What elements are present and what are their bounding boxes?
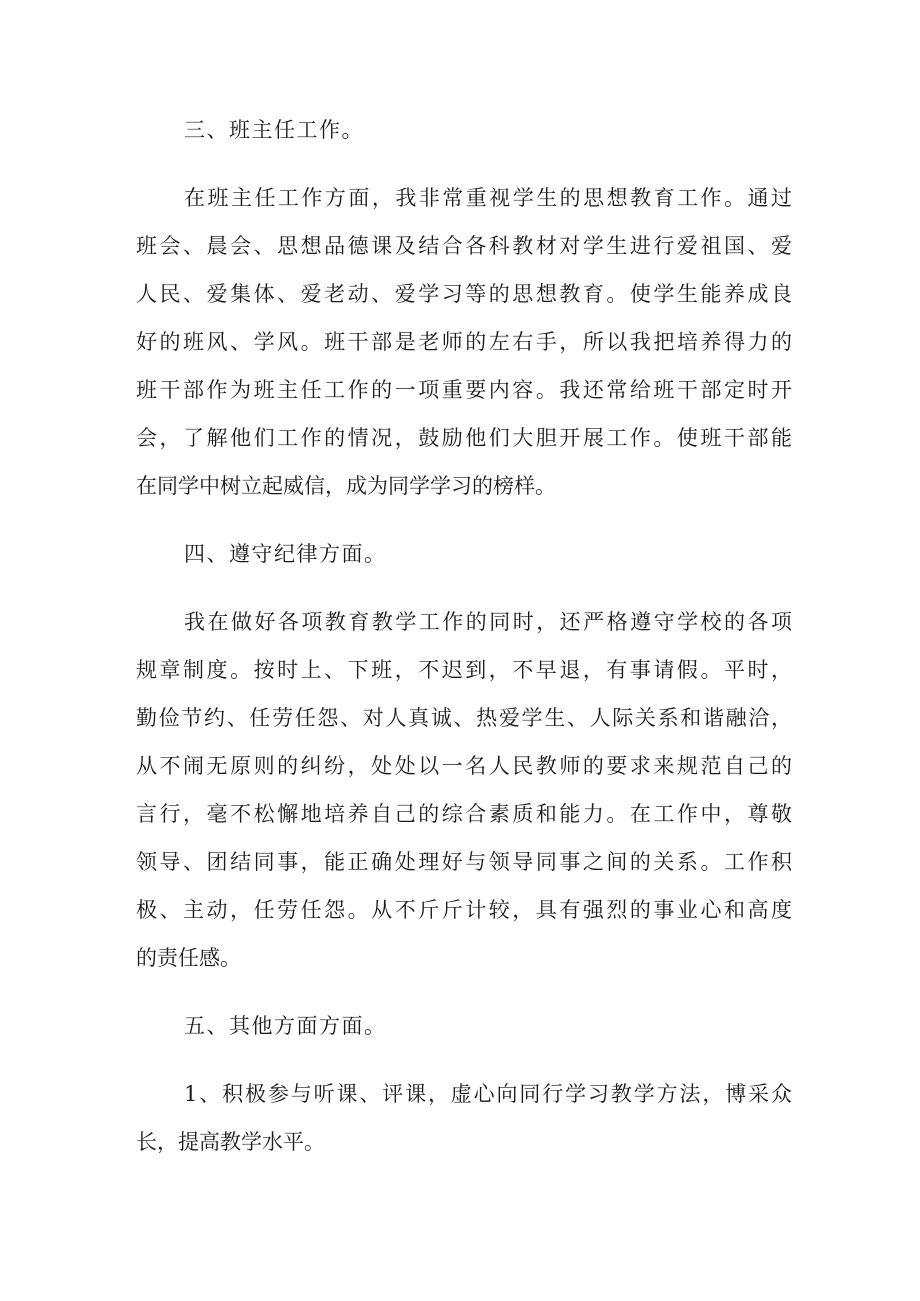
paragraph-line: 领导、团结同事，能正确处理好与领导同事之间的关系。工作积 — [136, 850, 792, 874]
paragraph-line: 在班主任工作方面，我非常重视学生的思想教育工作。通过 — [184, 186, 792, 210]
paragraph-line: 好的班风、学风。班干部是老师的左右手，所以我把培养得力的 — [136, 330, 792, 354]
section-heading-class-teacher: 三、班主任工作。 — [184, 118, 364, 142]
paragraph-line: 的责任感。 — [136, 946, 241, 970]
paragraph-line: 言行，毫不松懈地培养自己的综合素质和能力。在工作中，尊敬 — [136, 802, 792, 826]
paragraph-line: 人民、爱集体、爱老动、爱学习等的思想教育。使学生能养成良 — [136, 282, 792, 306]
paragraph-line: 在同学中树立起威信，成为同学学习的榜样。 — [136, 474, 556, 498]
paragraph-line: 1、积极参与听课、评课，虚心向同行学习教学方法，博采众 — [184, 1082, 792, 1106]
section-heading-other: 五、其他方面方面。 — [184, 1014, 387, 1038]
paragraph-line: 会，了解他们工作的情况，鼓励他们大胆开展工作。使班干部能 — [136, 426, 792, 450]
paragraph-line: 班会、晨会、思想品德课及结合各科教材对学生进行爱祖国、爱 — [136, 234, 792, 258]
paragraph-line: 从不闹无原则的纠纷，处处以一名人民教师的要求来规范自己的 — [136, 754, 792, 778]
paragraph-line: 我在做好各项教育教学工作的同时，还严格遵守学校的各项 — [184, 610, 792, 634]
paragraph-line: 勤俭节约、任劳任怨、对人真诚、热爱学生、人际关系和谐融洽， — [136, 706, 792, 730]
paragraph-line: 班干部作为班主任工作的一项重要内容。我还常给班干部定时开 — [136, 378, 792, 402]
section-heading-discipline: 四、遵守纪律方面。 — [184, 542, 387, 566]
paragraph-line: 极、主动，任劳任怨。从不斤斤计较，具有强烈的事业心和高度 — [136, 898, 792, 922]
paragraph-line: 规章制度。按时上、下班，不迟到，不早退，有事请假。平时， — [136, 658, 792, 682]
paragraph-line: 长，提高教学水平。 — [136, 1130, 325, 1154]
